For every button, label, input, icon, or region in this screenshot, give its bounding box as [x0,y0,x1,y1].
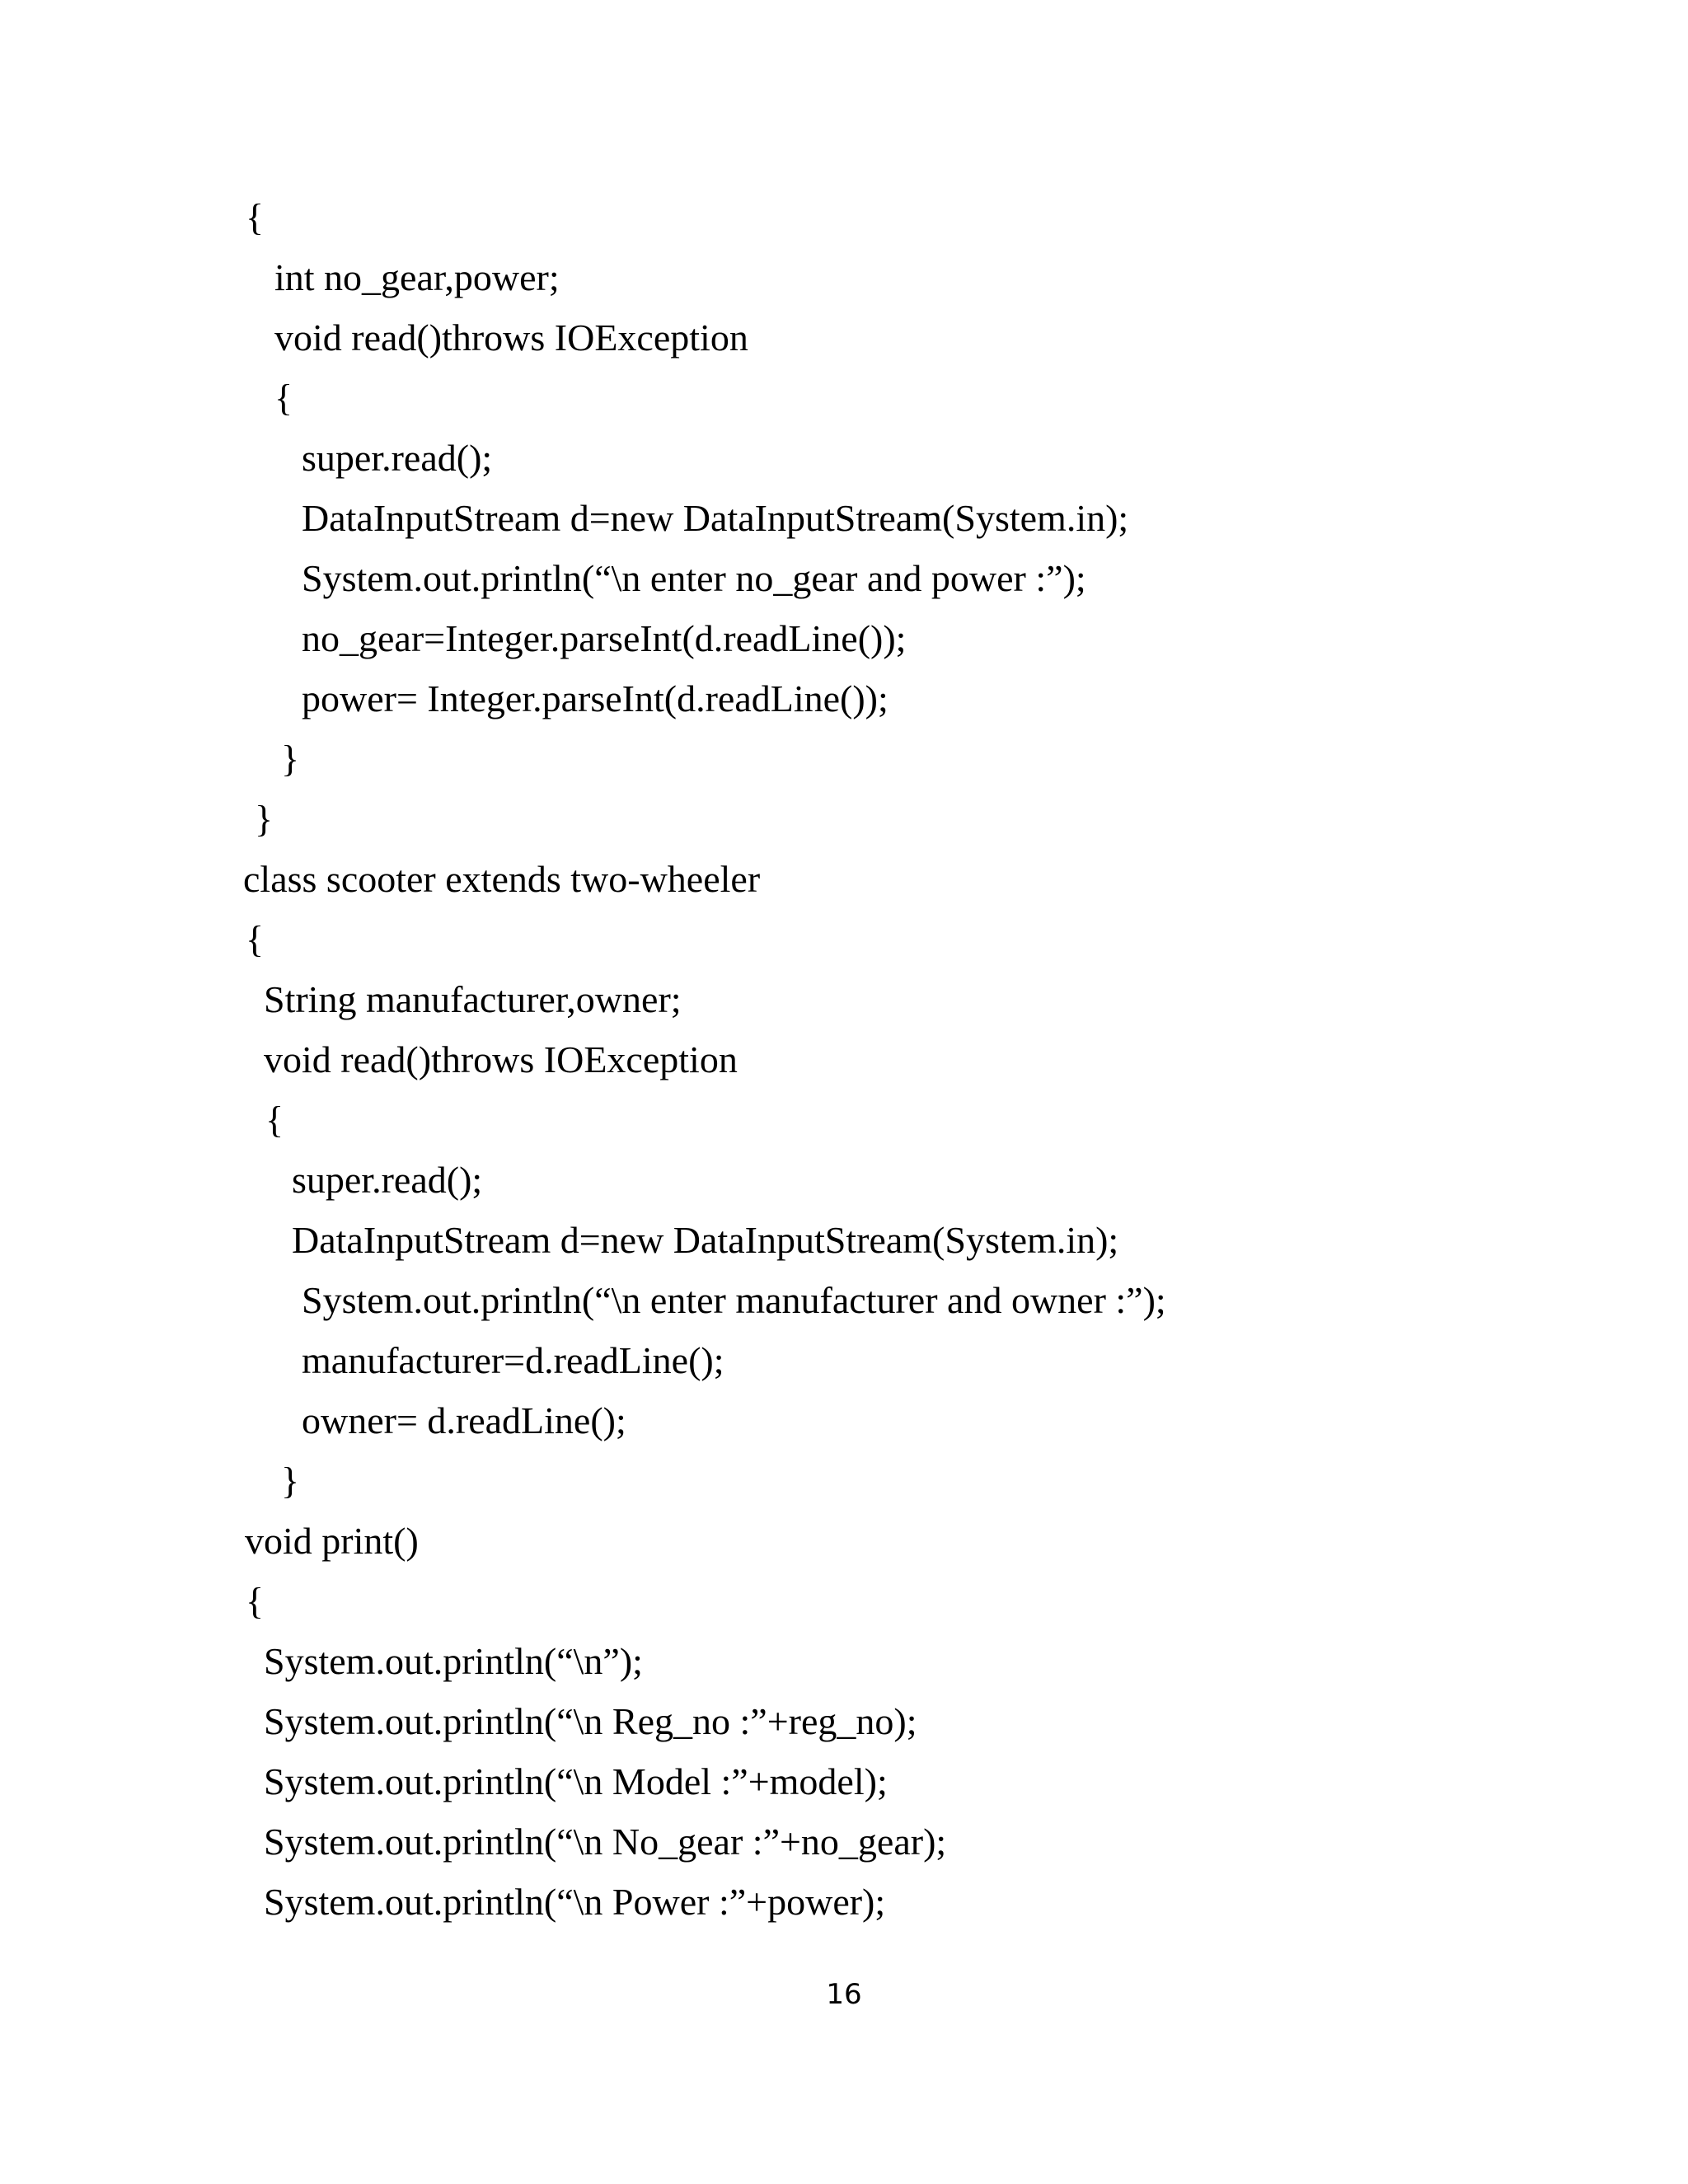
code-line: } [281,738,300,780]
code-line: { [246,1580,265,1622]
code-line: void read()throws IOException [274,316,748,359]
page-number: 16 [826,1978,862,2011]
code-line: manufacturer=d.readLine(); [302,1339,724,1381]
code-line: super.read(); [292,1159,483,1201]
code-line: String manufacturer,owner; [264,978,682,1020]
code-line: { [246,918,265,960]
code-line: DataInputStream d=new DataInputStream(System.in); [302,497,1129,539]
code-line: System.out.println(“\n”); [264,1640,643,1682]
code-line: { [274,377,293,419]
code-line: System.out.println(“\n No_gear :”+no_gear); [264,1821,947,1863]
code-line: } [255,798,274,840]
code-line: { [246,196,265,238]
code-line: DataInputStream d=new DataInputStream(System.in); [292,1219,1119,1261]
code-line: System.out.println(“\n enter manufacturer and owner :”); [302,1279,1166,1321]
code-line: owner= d.readLine(); [302,1399,626,1441]
code-line: System.out.println(“\n enter no_gear and power :”); [302,557,1086,599]
code-line: power= Integer.parseInt(d.readLine()); [302,677,889,719]
code-line: void read()throws IOException [264,1038,738,1080]
code-line: System.out.println(“\n Power :”+power); [264,1881,886,1923]
code-line: class scooter extends two-wheeler [243,858,761,900]
code-line: System.out.println(“\n Reg_no :”+reg_no); [264,1700,917,1742]
code-line: int no_gear,power; [274,256,560,298]
code-line: super.read(); [302,437,493,479]
code-line: void print() [245,1520,419,1562]
code-line: } [281,1460,300,1502]
code-line: System.out.println(“\n Model :”+model); [264,1760,888,1802]
code-line: no_gear=Integer.parseInt(d.readLine()); [302,617,907,659]
code-line: { [265,1099,284,1141]
